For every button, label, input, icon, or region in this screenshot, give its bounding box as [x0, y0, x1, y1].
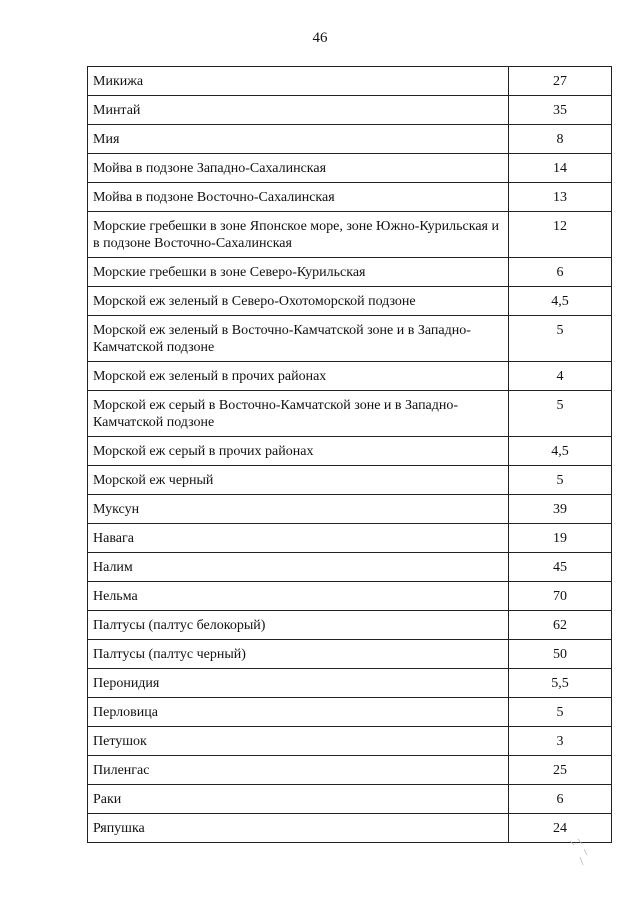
- table-row: [88, 611, 612, 640]
- species-name: Раки: [88, 785, 509, 814]
- table-row: [88, 437, 612, 466]
- table-row: [88, 96, 612, 125]
- species-value: 5: [509, 391, 612, 437]
- species-name: Петушок: [88, 727, 509, 756]
- species-value: 62: [509, 611, 612, 640]
- species-name: Перловица: [88, 698, 509, 727]
- species-name: Навага: [88, 524, 509, 553]
- table-row: [88, 258, 612, 287]
- table-body: [88, 67, 612, 843]
- table-row: [88, 495, 612, 524]
- species-name: Морской еж серый в прочих районах: [88, 437, 509, 466]
- species-name: Пиленгас: [88, 756, 509, 785]
- species-value: 6: [509, 785, 612, 814]
- species-name: Перонидия: [88, 669, 509, 698]
- species-name: Мойва в подзоне Западно-Сахалинская: [88, 154, 509, 183]
- species-value: 3: [509, 727, 612, 756]
- table-row: [88, 362, 612, 391]
- table-row: [88, 316, 612, 362]
- species-value: 4,5: [509, 437, 612, 466]
- species-value: 6: [509, 258, 612, 287]
- species-value: 50: [509, 640, 612, 669]
- table-row: [88, 183, 612, 212]
- species-value: 12: [509, 212, 612, 258]
- species-name: Мойва в подзоне Восточно-Сахалинская: [88, 183, 509, 212]
- species-name: Палтусы (палтус черный): [88, 640, 509, 669]
- species-value: 5: [509, 698, 612, 727]
- table-row: [88, 553, 612, 582]
- species-name: Муксун: [88, 495, 509, 524]
- species-name: Морской еж серый в Восточно-Камчатской зоне и в Западно-Камчатской подзоне: [88, 391, 509, 437]
- species-value: 27: [509, 67, 612, 96]
- table-row: [88, 391, 612, 437]
- table-row: [88, 640, 612, 669]
- species-value: 39: [509, 495, 612, 524]
- table-row: [88, 814, 612, 843]
- species-name: Морской еж черный: [88, 466, 509, 495]
- species-value: 14: [509, 154, 612, 183]
- table-row: [88, 212, 612, 258]
- species-value: 5: [509, 466, 612, 495]
- species-name: Морские гребешки в зоне Японское море, зоне Южно-Курильская и в подзоне Восточно-Сахалинская: [88, 212, 509, 258]
- table-row: [88, 125, 612, 154]
- table-row: [88, 67, 612, 96]
- species-name: Морские гребешки в зоне Северо-Курильская: [88, 258, 509, 287]
- species-value: 5: [509, 316, 612, 362]
- table-row: [88, 466, 612, 495]
- table-row: [88, 582, 612, 611]
- page-number: 46: [312, 30, 328, 46]
- species-name: Ряпушка: [88, 814, 509, 843]
- species-value: 24: [509, 814, 612, 843]
- species-name: Налим: [88, 553, 509, 582]
- species-value: 5,5: [509, 669, 612, 698]
- table-row: [88, 669, 612, 698]
- species-name: Морской еж зеленый в прочих районах: [88, 362, 509, 391]
- species-value: 13: [509, 183, 612, 212]
- species-name: Палтусы (палтус белокорый): [88, 611, 509, 640]
- table-row: [88, 698, 612, 727]
- species-value: 8: [509, 125, 612, 154]
- species-name: Морской еж зеленый в Восточно-Камчатской зоне и в Западно-Камчатской подзоне: [88, 316, 509, 362]
- species-value: 25: [509, 756, 612, 785]
- species-value: 35: [509, 96, 612, 125]
- species-table: [87, 66, 612, 843]
- species-name: Минтай: [88, 96, 509, 125]
- species-value: 70: [509, 582, 612, 611]
- species-value: 4: [509, 362, 612, 391]
- table-row: [88, 785, 612, 814]
- species-value: 45: [509, 553, 612, 582]
- table-row: [88, 154, 612, 183]
- species-name: Морской еж зеленый в Северо-Охотоморской подзоне: [88, 287, 509, 316]
- table-row: [88, 756, 612, 785]
- table-row: [88, 287, 612, 316]
- species-name: Микижа: [88, 67, 509, 96]
- species-value: 4,5: [509, 287, 612, 316]
- species-value: 19: [509, 524, 612, 553]
- species-name: Мия: [88, 125, 509, 154]
- species-name: Нельма: [88, 582, 509, 611]
- scan-artifact-marks: [560, 835, 600, 875]
- table-row: [88, 727, 612, 756]
- table-row: [88, 524, 612, 553]
